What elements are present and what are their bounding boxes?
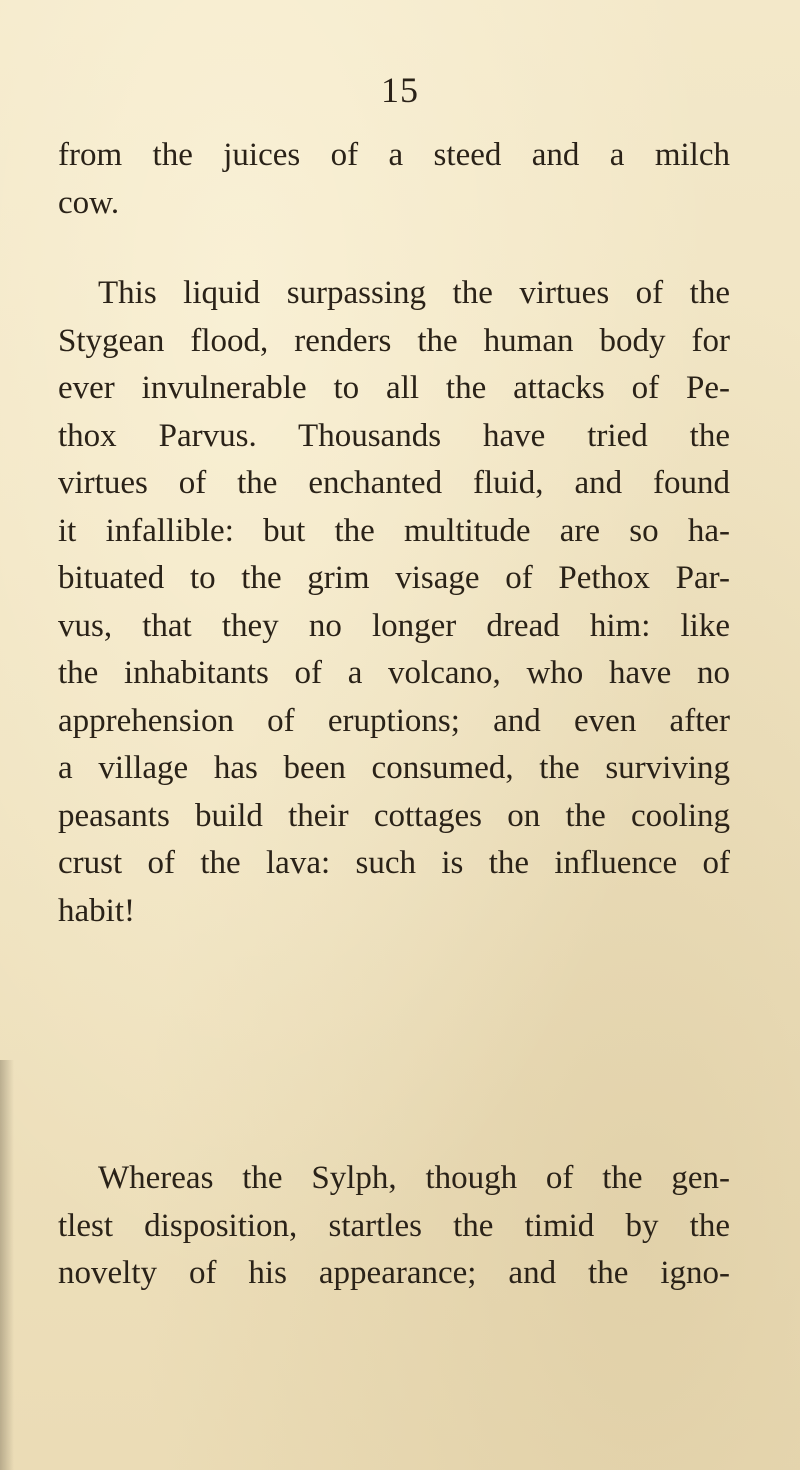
page-number: 15: [381, 70, 419, 110]
text-line: tlest disposition, startles the timid by the: [58, 1207, 730, 1244]
text-line: crust of the lava: such is the influence of: [58, 845, 730, 881]
text-line: habit!: [58, 892, 135, 929]
text-line: the inhabitants of a volcano, who have no: [58, 655, 730, 691]
text-line: ever invulnerable to all the attacks of Pe-: [58, 370, 730, 406]
text-line: a village has been consumed, the surviving: [58, 750, 730, 786]
text-line: novelty of his appearance; and the igno-: [58, 1255, 730, 1291]
text-line: it infallible: but the multitude are so ha-: [58, 512, 730, 549]
paragraph-2: [58, 270, 730, 935]
text-line: apprehension of eruptions; and even after: [58, 702, 730, 739]
text-line: Stygean flood, renders the human body for: [58, 322, 730, 359]
text-line: This liquid surpassing the virtues of the: [98, 275, 730, 311]
text-line: cow.: [58, 184, 120, 221]
text-line: virtues of the enchanted fluid, and found: [58, 465, 730, 501]
text-line: peasants build their cottages on the cooling: [58, 797, 730, 834]
text-line: Whereas the Sylph, though of the gen-: [98, 1160, 730, 1196]
paragraph-3: [58, 1155, 730, 1298]
text-line: bituated to the grim visage of Pethox Par-: [58, 560, 730, 596]
text-line: from the juices of a steed and a milch: [58, 137, 730, 173]
page-edge-shadow: [0, 1060, 14, 1470]
text-line: vus, that they no longer dread him: like: [58, 607, 730, 644]
paragraph-1: [58, 132, 730, 227]
text-line: thox Parvus. Thousands have tried the: [58, 417, 730, 454]
